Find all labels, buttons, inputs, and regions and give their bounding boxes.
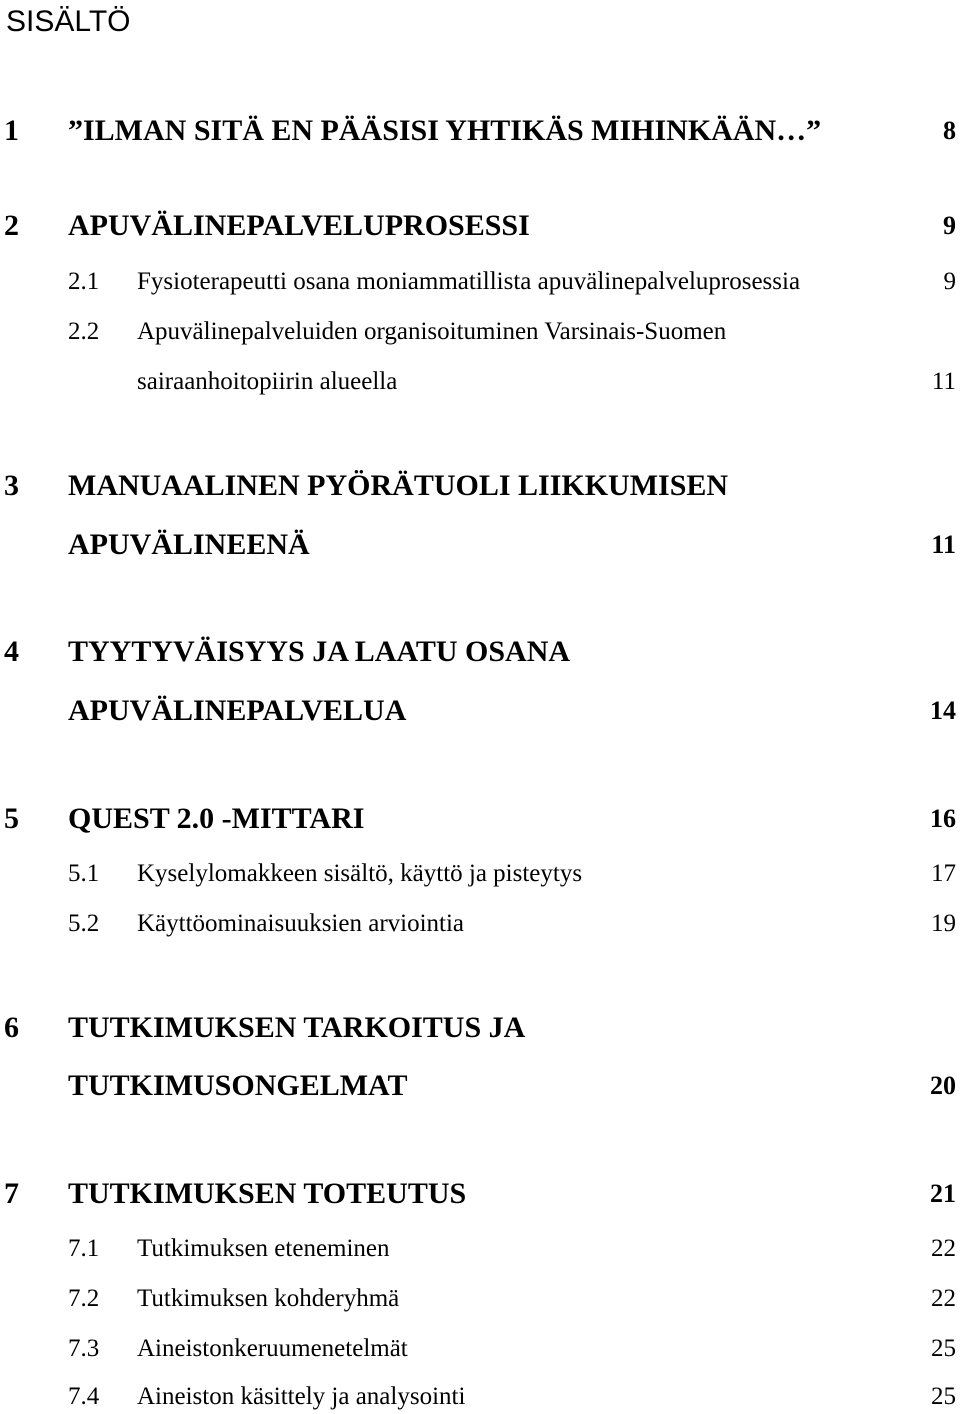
entry-number: 7.3 [68, 1335, 100, 1362]
entry-number: 7 [4, 1177, 19, 1210]
entry-title: Käyttöominaisuuksien arviointia [137, 910, 465, 937]
entry-page: 9 [943, 211, 956, 240]
entry-title: APUVÄLINEENÄ [68, 528, 310, 561]
entry-title: TUTKIMUKSEN TOTEUTUS [68, 1177, 467, 1210]
entry-page: 9 [943, 268, 956, 295]
entry-number: 5.2 [68, 910, 100, 937]
entry-page: 20 [930, 1071, 956, 1100]
entry-number: 6 [4, 1011, 19, 1044]
toc-heading: SISÄLTÖ [6, 5, 131, 38]
entry-title: Aineistonkeruumenetelmät [137, 1335, 408, 1362]
entry-title: Tutkimuksen eteneminen [137, 1235, 390, 1262]
entry-page: 25 [931, 1335, 956, 1362]
entry-number: 5 [4, 802, 19, 835]
entry-title: TUTKIMUKSEN TARKOITUS JA [68, 1011, 526, 1044]
entry-title: Apuvälinepalveluiden organisoituminen Varsinais-Suomen [137, 318, 727, 345]
entry-number: 7.1 [68, 1235, 100, 1262]
entry-number: 4 [4, 635, 19, 668]
entry-title: TYYTYVÄISYYS JA LAATU OSANA [68, 635, 571, 668]
entry-page: 11 [931, 530, 956, 559]
entry-page: 11 [931, 368, 956, 395]
entry-title: QUEST 2.0 -MITTARI [68, 802, 365, 835]
entry-number: 2.1 [68, 268, 100, 295]
entry-title: Kyselylomakkeen sisältö, käyttö ja pisteytys [137, 860, 583, 887]
entry-page: 25 [931, 1383, 956, 1410]
entry-page: 19 [931, 910, 956, 937]
entry-title: Tutkimuksen kohderyhmä [137, 1285, 400, 1312]
entry-number: 5.1 [68, 860, 100, 887]
entry-number: 1 [4, 114, 19, 147]
entry-title: Fysioterapeutti osana moniammatillista apuvälinepalveluprosessia [137, 268, 801, 295]
entry-title: TUTKIMUSONGELMAT [68, 1069, 408, 1102]
entry-page: 17 [931, 860, 956, 887]
entry-number: 3 [4, 469, 19, 502]
entry-page: 22 [931, 1235, 956, 1262]
entry-title: ”ILMAN SITÄ EN PÄÄSISI YHTIKÄS MIHINKÄÄN…” [68, 114, 822, 147]
entry-number: 7.4 [68, 1383, 100, 1410]
entry-title: sairaanhoitopiirin alueella [137, 368, 398, 395]
entry-page: 8 [943, 116, 956, 145]
entry-number: 2.2 [68, 318, 100, 345]
entry-page: 14 [930, 696, 956, 725]
entry-page: 22 [931, 1285, 956, 1312]
entry-page: 21 [930, 1179, 956, 1208]
entry-title: MANUAALINEN PYÖRÄTUOLI LIIKKUMISEN [68, 469, 729, 502]
entry-page: 16 [930, 804, 956, 833]
entry-title: APUVÄLINEPALVELUA [68, 694, 407, 727]
entry-number: 7.2 [68, 1285, 100, 1312]
entry-title: APUVÄLINEPALVELUPROSESSI [68, 209, 530, 242]
entry-number: 2 [4, 209, 19, 242]
entry-title: Aineiston käsittely ja analysointi [137, 1383, 466, 1410]
